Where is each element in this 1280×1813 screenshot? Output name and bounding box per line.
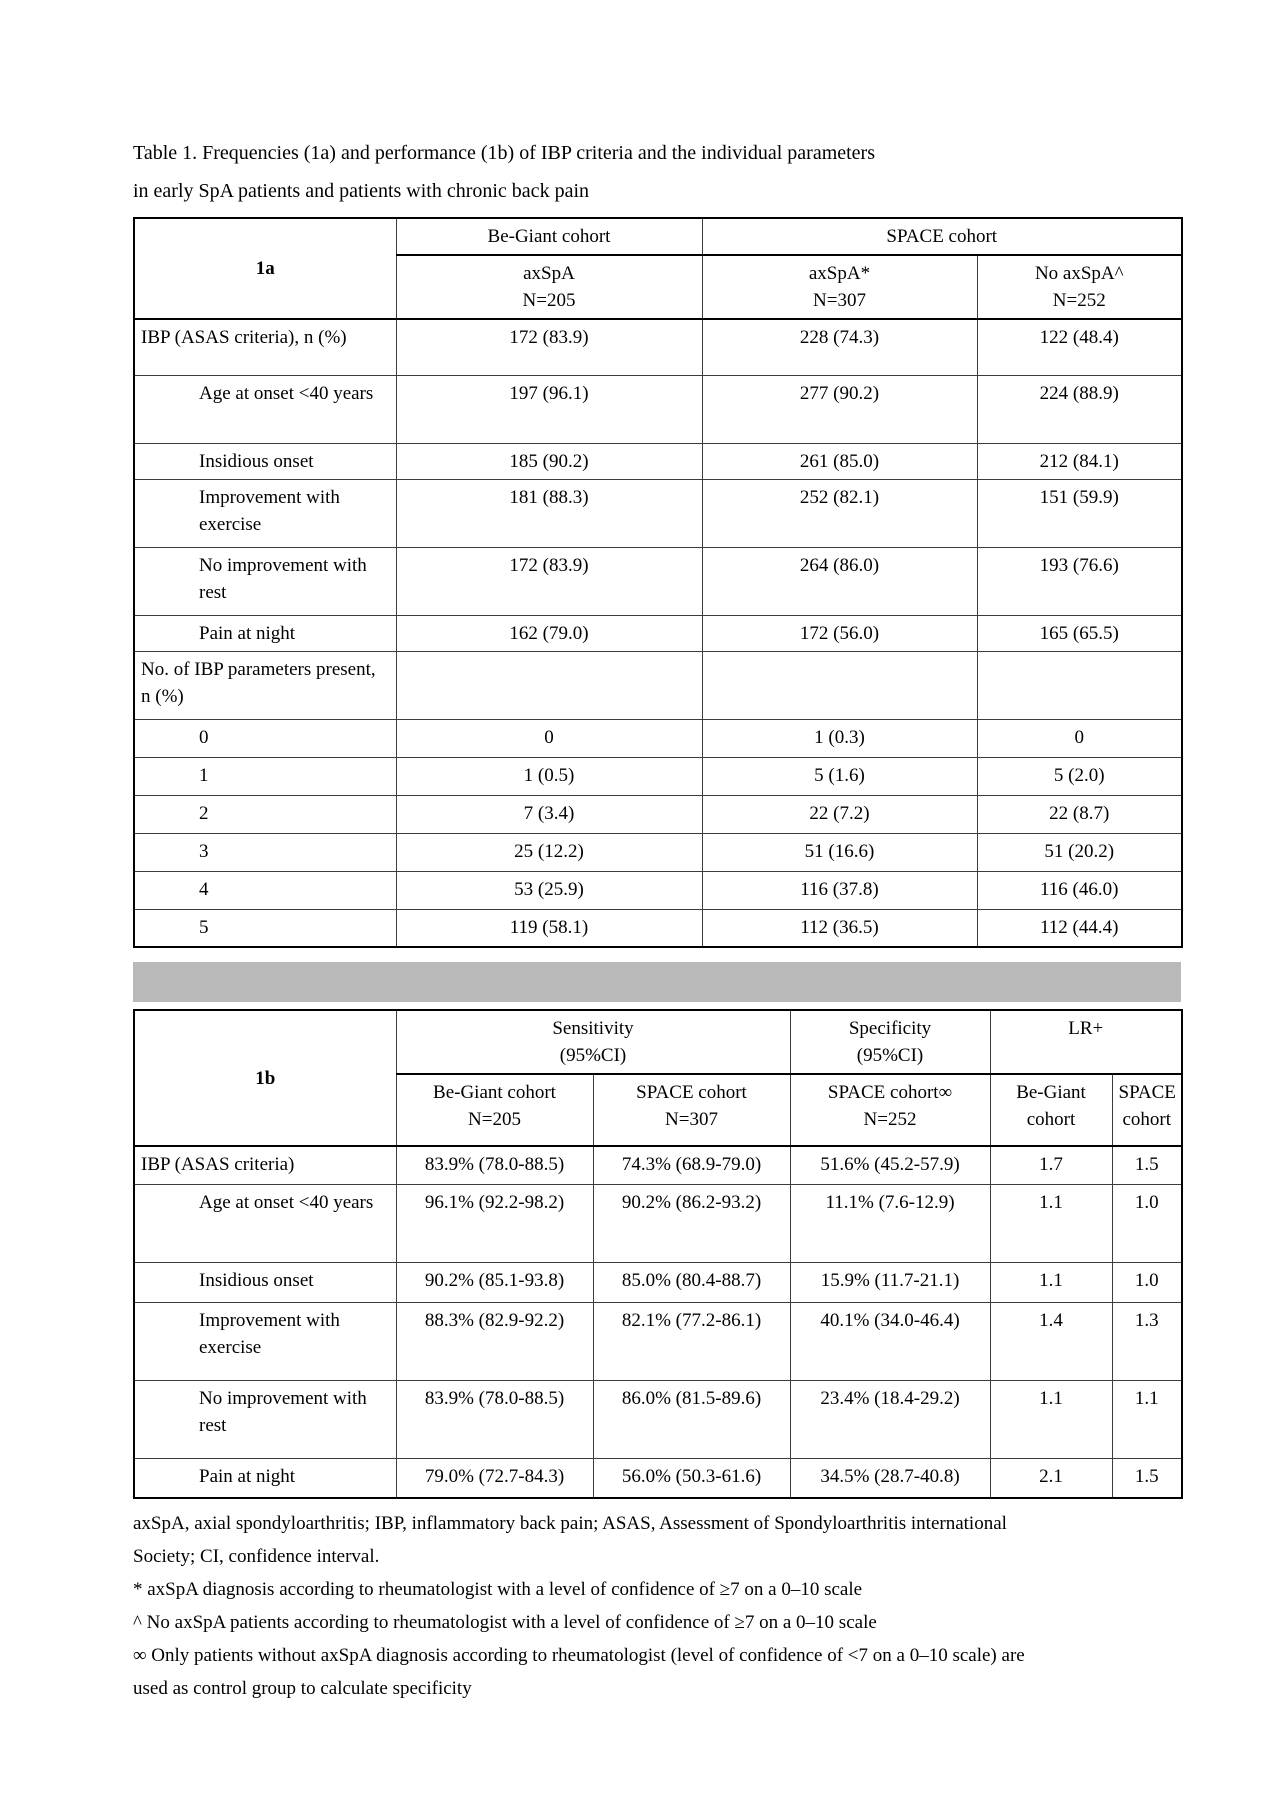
cell-value: 1 (0.5) [396, 757, 702, 795]
table-caption-line2: in early SpA patients and patients with chronic back pain [133, 180, 589, 202]
col-sens-space-n: N=307 [665, 1109, 718, 1130]
cell-value: 5 (1.6) [702, 757, 977, 795]
row-label: IBP (ASAS criteria), n (%) [134, 319, 396, 375]
group-specificity-title: Specificity [848, 1018, 932, 1039]
group-specificity [790, 1010, 990, 1074]
col-sens-be-giant-n: N=205 [468, 1109, 521, 1130]
row-label: Pain at night [134, 1458, 396, 1498]
row-label: No improvement with rest [134, 1380, 396, 1458]
cell-value: 193 (76.6) [977, 547, 1182, 615]
cell-value: 79.0% (72.7-84.3) [396, 1458, 593, 1498]
cell-value: 112 (36.5) [702, 909, 977, 947]
row-label: Improvement with exercise [134, 1302, 396, 1380]
cell-value: 2.1 [990, 1458, 1112, 1498]
cell-value: 85.0% (80.4-88.7) [593, 1262, 790, 1302]
cell-value: 228 (74.3) [702, 319, 977, 375]
cell-value: 53 (25.9) [396, 871, 702, 909]
col-axspa-star-n: N=307 [813, 290, 866, 311]
col-lr-be-giant [990, 1074, 1112, 1146]
table-row [134, 871, 1182, 909]
cell-value: 83.9% (78.0-88.5) [396, 1146, 593, 1184]
cell-value: 119 (58.1) [396, 909, 702, 947]
col-spec-space [790, 1074, 990, 1146]
cell-value: 172 (83.9) [396, 547, 702, 615]
table-row [134, 909, 1182, 947]
cell-value: 82.1% (77.2-86.1) [593, 1302, 790, 1380]
table-1b-label: 1b [134, 1010, 396, 1146]
table-1a-label: 1a [134, 218, 396, 319]
group-lr-plus: LR+ [990, 1010, 1182, 1074]
col-no-axspa-n: N=252 [1052, 290, 1106, 311]
table-row [134, 651, 1182, 719]
cell-value: 261 (85.0) [702, 443, 977, 479]
col-no-axspa-name: No axSpA^ [1034, 263, 1124, 284]
col-no-axspa [977, 255, 1182, 319]
table-row [134, 1146, 1182, 1184]
table-row [134, 1302, 1182, 1380]
cell-value: 212 (84.1) [977, 443, 1182, 479]
row-label: 4 [134, 871, 396, 909]
col-axspa-name: axSpA [523, 263, 575, 284]
row-label: Age at onset <40 years [134, 375, 396, 443]
table-row [134, 375, 1182, 443]
cell-value: 51.6% (45.2-57.9) [790, 1146, 990, 1184]
col-axspa-star-name: axSpA* [808, 263, 871, 284]
cell-value: 25 (12.2) [396, 833, 702, 871]
cell-value: 122 (48.4) [977, 319, 1182, 375]
cell-value: 264 (86.0) [702, 547, 977, 615]
cell-value: 181 (88.3) [396, 479, 702, 547]
cell-value: 22 (8.7) [977, 795, 1182, 833]
table-row [134, 1458, 1182, 1498]
table-1a [133, 217, 1183, 948]
cell-value: 7 (3.4) [396, 795, 702, 833]
row-label: Age at onset <40 years [134, 1184, 396, 1262]
footnote-caret: ^ No axSpA patients according to rheumatologist with a level of confidence of ≥7 on a 0–10 scale [133, 1612, 877, 1633]
col-sens-be-giant [396, 1074, 593, 1146]
table-1b-header-groups [134, 1010, 1182, 1074]
footnote-asterisk: * axSpA diagnosis according to rheumatologist with a level of confidence of ≥7 on a 0–10 scale [133, 1579, 863, 1600]
col-axspa-n: N=205 [522, 290, 576, 311]
col-axspa-star [702, 255, 977, 319]
cell-value: 88.3% (82.9-92.2) [396, 1302, 593, 1380]
cell-value: 1.0 [1112, 1184, 1182, 1262]
cell-value: 252 (82.1) [702, 479, 977, 547]
group-sensitivity-title: Sensitivity [552, 1018, 634, 1039]
cell-value: 1.7 [990, 1146, 1112, 1184]
cell-value: 96.1% (92.2-98.2) [396, 1184, 593, 1262]
col-axspa [396, 255, 702, 319]
cell-value: 0 [396, 719, 702, 757]
row-label: 1 [134, 757, 396, 795]
footnotes [133, 1507, 1048, 1705]
footnote-infinity: ∞ Only patients without axSpA diagnosis according to rheumatologist (level of confidence of <7 on a 0–10 scale) are used as control group to calculate specificity [133, 1645, 1025, 1699]
cell-value: 112 (44.4) [977, 909, 1182, 947]
cell-value: 90.2% (86.2-93.2) [593, 1184, 790, 1262]
cell-value [977, 651, 1182, 719]
cell-value: 1.5 [1112, 1458, 1182, 1498]
cell-value: 90.2% (85.1-93.8) [396, 1262, 593, 1302]
table-caption-line1: Table 1. Frequencies (1a) and performance (1b) of IBP criteria and the individual parameters [133, 142, 876, 164]
cell-value: 1.3 [1112, 1302, 1182, 1380]
col-spec-space-n: N=252 [863, 1109, 917, 1130]
cell-value: 172 (56.0) [702, 615, 977, 651]
row-label: 5 [134, 909, 396, 947]
cell-value: 5 (2.0) [977, 757, 1182, 795]
group-be-giant-cohort: Be-Giant cohort [396, 218, 702, 255]
row-label: 0 [134, 719, 396, 757]
col-sens-space-name: SPACE cohort [636, 1082, 747, 1103]
row-label: 2 [134, 795, 396, 833]
cell-value: 116 (46.0) [977, 871, 1182, 909]
cell-value: 1.5 [1112, 1146, 1182, 1184]
cell-value: 197 (96.1) [396, 375, 702, 443]
cell-value: 40.1% (34.0-46.4) [790, 1302, 990, 1380]
cell-value: 116 (37.8) [702, 871, 977, 909]
row-label: Insidious onset [134, 443, 396, 479]
table-row [134, 833, 1182, 871]
cell-value: 15.9% (11.7-21.1) [790, 1262, 990, 1302]
cell-value: 51 (20.2) [977, 833, 1182, 871]
row-label: No. of IBP parameters present, n (%) [134, 651, 396, 719]
footnote-abbreviations: axSpA, axial spondyloarthritis; IBP, inflammatory back pain; ASAS, Assessment of Spondyloarthritis international Society; CI, confidence interval. [133, 1513, 1007, 1567]
cell-value: 1.1 [1112, 1380, 1182, 1458]
table-row [134, 795, 1182, 833]
col-lr-be-giant-name2: cohort [1026, 1109, 1076, 1130]
col-sens-be-giant-name: Be-Giant cohort [433, 1082, 556, 1103]
row-label: IBP (ASAS criteria) [134, 1146, 396, 1184]
table-1a-header-groups [134, 218, 1182, 255]
cell-value: 23.4% (18.4-29.2) [790, 1380, 990, 1458]
table-row [134, 615, 1182, 651]
cell-value: 1.1 [990, 1380, 1112, 1458]
cell-value: 51 (16.6) [702, 833, 977, 871]
group-sensitivity [396, 1010, 790, 1074]
cell-value: 56.0% (50.3-61.6) [593, 1458, 790, 1498]
row-label: Pain at night [134, 615, 396, 651]
col-lr-space-name2: cohort [1122, 1109, 1172, 1130]
table-row [134, 479, 1182, 547]
gray-section-divider [133, 962, 1181, 1002]
table-caption [133, 134, 1083, 210]
col-lr-space-name: SPACE [1118, 1082, 1176, 1103]
table-row [134, 443, 1182, 479]
cell-value: 74.3% (68.9-79.0) [593, 1146, 790, 1184]
cell-value: 1.0 [1112, 1262, 1182, 1302]
group-sensitivity-ci: (95%CI) [559, 1045, 627, 1066]
cell-value: 22 (7.2) [702, 795, 977, 833]
cell-value: 172 (83.9) [396, 319, 702, 375]
row-label: Improvement with exercise [134, 479, 396, 547]
cell-value: 224 (88.9) [977, 375, 1182, 443]
cell-value: 185 (90.2) [396, 443, 702, 479]
group-space-cohort: SPACE cohort [702, 218, 1182, 255]
table-row [134, 319, 1182, 375]
table-row [134, 547, 1182, 615]
cell-value: 1 (0.3) [702, 719, 977, 757]
col-lr-be-giant-name: Be-Giant [1016, 1082, 1086, 1103]
col-sens-space [593, 1074, 790, 1146]
cell-value: 1.1 [990, 1262, 1112, 1302]
table-row [134, 1184, 1182, 1262]
cell-value: 11.1% (7.6-12.9) [790, 1184, 990, 1262]
cell-value: 86.0% (81.5-89.6) [593, 1380, 790, 1458]
group-specificity-ci: (95%CI) [856, 1045, 924, 1066]
cell-value: 0 [977, 719, 1182, 757]
table-row [134, 1380, 1182, 1458]
cell-value: 162 (79.0) [396, 615, 702, 651]
cell-value: 1.4 [990, 1302, 1112, 1380]
cell-value [702, 651, 977, 719]
cell-value: 151 (59.9) [977, 479, 1182, 547]
cell-value: 1.1 [990, 1184, 1112, 1262]
row-label: No improvement with rest [134, 547, 396, 615]
cell-value [396, 651, 702, 719]
cell-value: 165 (65.5) [977, 615, 1182, 651]
cell-value: 277 (90.2) [702, 375, 977, 443]
cell-value: 83.9% (78.0-88.5) [396, 1380, 593, 1458]
table-row [134, 757, 1182, 795]
table-row [134, 1262, 1182, 1302]
cell-value: 34.5% (28.7-40.8) [790, 1458, 990, 1498]
row-label: Insidious onset [134, 1262, 396, 1302]
table-row [134, 719, 1182, 757]
col-lr-space [1112, 1074, 1182, 1146]
col-spec-space-name: SPACE cohort∞ [827, 1082, 953, 1103]
table-1b [133, 1009, 1183, 1499]
row-label: 3 [134, 833, 396, 871]
